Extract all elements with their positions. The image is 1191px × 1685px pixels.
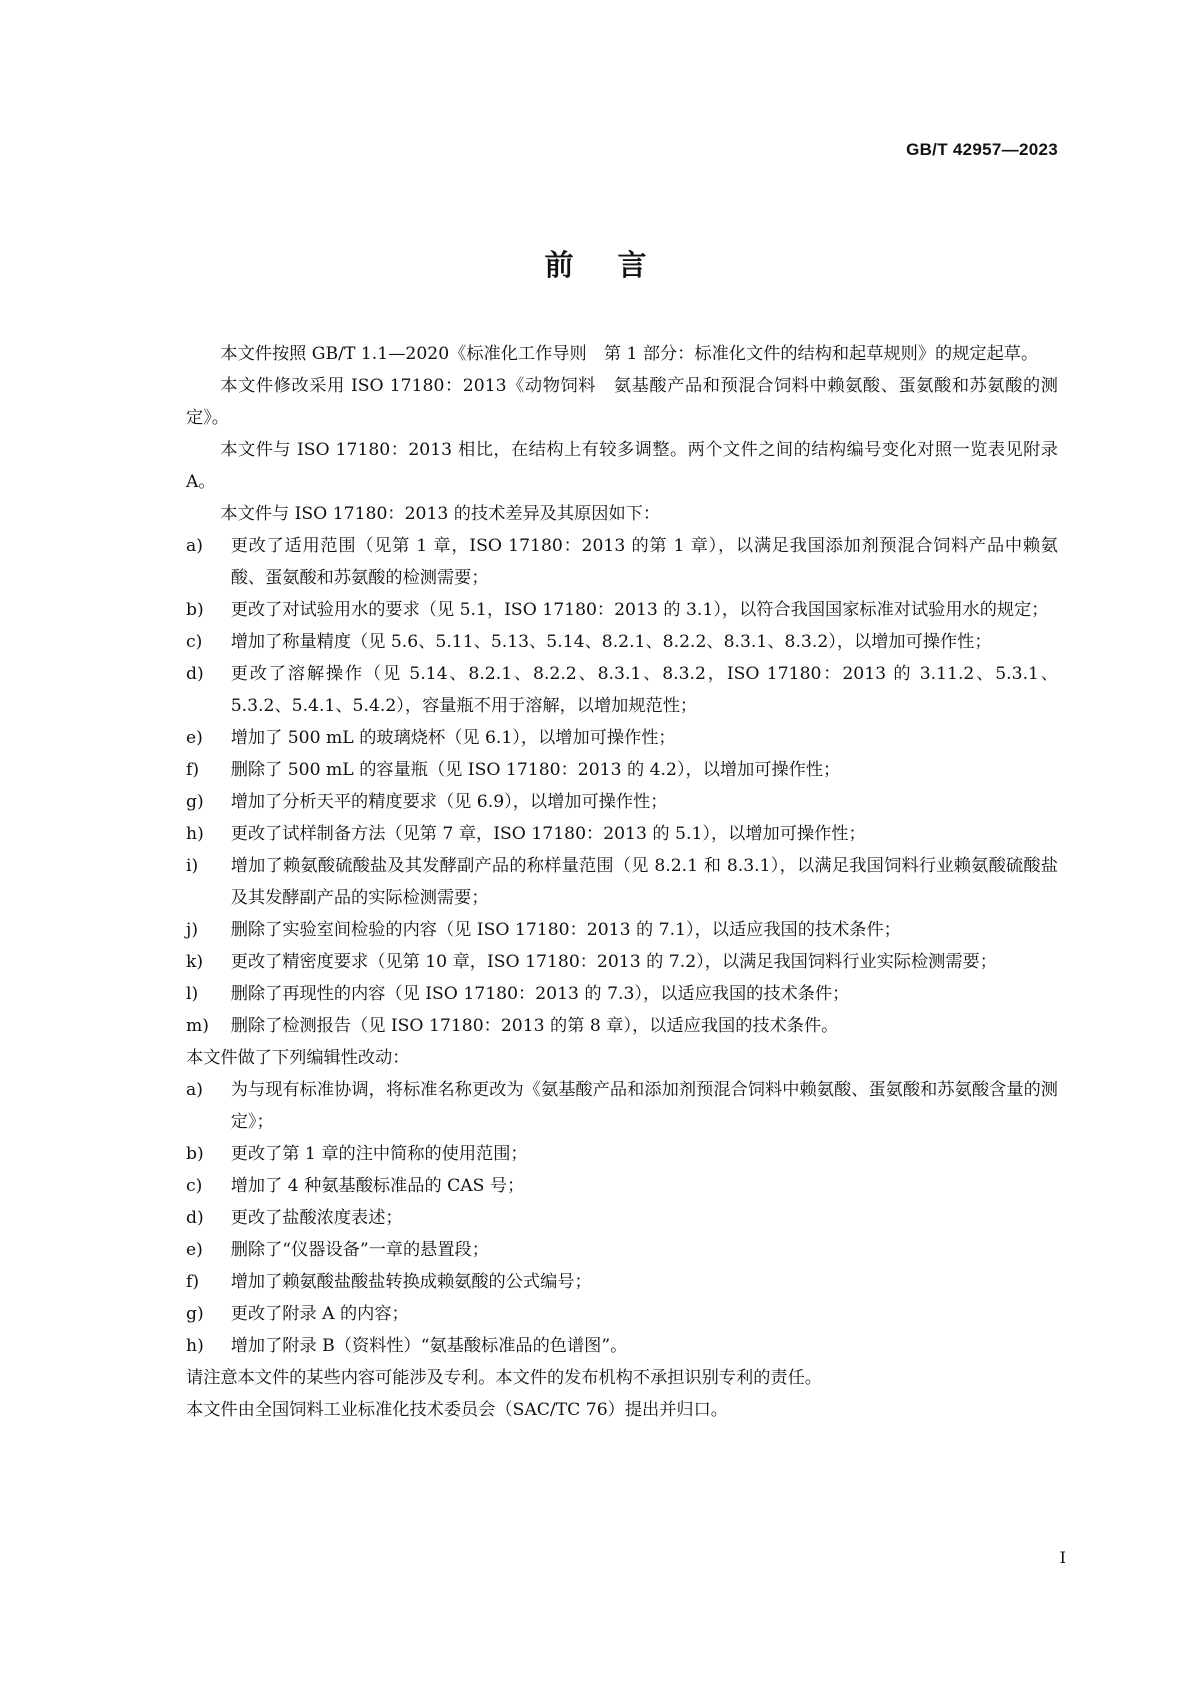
list-item — [186, 658, 1058, 722]
list-item-label: c) — [186, 632, 203, 652]
list-item-label: c) — [186, 1176, 203, 1196]
intro-paragraph: 本文件与 ISO 17180：2013 相比，在结构上有较多调整。两个文件之间的结构编号变化对照一览表见附录 A。 — [186, 440, 1058, 492]
list-item-text: 更改了第 1 章的注中简称的使用范围； — [230, 1144, 528, 1164]
list-item-label: d) — [186, 1208, 204, 1228]
list-item-text: 增加了称量精度（见 5.6、5.11、5.13、5.14、8.2.1、8.2.2、8.3.1、8.3.2），以增加可操作性； — [230, 632, 992, 652]
list-item — [186, 1138, 1058, 1170]
list-item-label: d) — [186, 664, 204, 684]
list-item-text: 删除了实验室间检验的内容（见 ISO 17180：2013 的 7.1），以适应我国的技术条件； — [230, 920, 901, 940]
list-item — [186, 946, 1058, 978]
list-item-label: g) — [186, 792, 204, 812]
list-item-text: 删除了检测报告（见 ISO 17180：2013 的第 8 章），以适应我国的技术条件。 — [230, 1016, 839, 1036]
list-item-text: 增加了分析天平的精度要求（见 6.9），以增加可操作性； — [230, 792, 668, 812]
list-item — [186, 1298, 1058, 1330]
list-item-label: a) — [186, 536, 203, 556]
list-item-text: 更改了适用范围（见第 1 章，ISO 17180：2013 的第 1 章），以满足我国添加剂预混合饲料产品中赖氨酸、蛋氨酸和苏氨酸的检测需要； — [230, 536, 1058, 588]
list-item — [186, 978, 1058, 1010]
list-item-label: f) — [186, 1272, 200, 1292]
list-item-label: k) — [186, 952, 204, 972]
intro-paragraph: 本文件按照 GB/T 1.1—2020《标准化工作导则 第 1 部分：标准化文件的结构和起草规则》的规定起草。 — [220, 344, 1039, 364]
list-item-text: 删除了 500 mL 的容量瓶（见 ISO 17180：2013 的 4.2），以增加可操作性； — [230, 760, 841, 780]
list-item-label: h) — [186, 824, 204, 844]
list-item-text: 增加了赖氨酸硫酸盐及其发酵副产品的称样量范围（见 8.2.1 和 8.3.1），以满足我国饲料行业赖氨酸硫酸盐及其发酵副产品的实际检测需要； — [230, 856, 1058, 908]
list-item-label: l) — [186, 984, 199, 1004]
list-item-label: b) — [186, 1144, 204, 1164]
list-item-text: 更改了对试验用水的要求（见 5.1，ISO 17180：2013 的 3.1），以符合我国国家标准对试验用水的规定； — [230, 600, 1049, 620]
list-item-text: 删除了“仪器设备”一章的悬置段； — [230, 1240, 489, 1260]
list-item-text: 更改了精密度要求（见第 10 章，ISO 17180：2013 的 7.2），以满足我国饲料行业实际检测需要； — [230, 952, 997, 972]
intro-paragraph: 本文件与 ISO 17180：2013 的技术差异及其原因如下： — [220, 504, 661, 524]
list-item-text: 增加了 500 mL 的玻璃烧杯（见 6.1），以增加可操作性； — [230, 728, 676, 748]
page-title: 前言 — [544, 248, 691, 282]
list-item — [186, 1074, 1058, 1138]
list-item — [186, 786, 1058, 818]
standard-code: GB/T 42957—2023 — [906, 140, 1058, 159]
list-item-label: a) — [186, 1080, 203, 1100]
list-item — [186, 722, 1058, 754]
list-item — [186, 1202, 1058, 1234]
list-item-label: m) — [186, 1016, 210, 1036]
list-item-text: 更改了溶解操作（见 5.14、8.2.1、8.2.2、8.3.1、8.3.2，ISO 17180：2013 的 3.11.2、5.3.1、5.3.2、5.4.1、5.4.2），容量瓶不用于溶解，以增加规范性； — [230, 664, 1058, 716]
list-item-text: 更改了附录 A 的内容； — [230, 1304, 409, 1324]
technical-differences-list — [186, 530, 1058, 1042]
list-item-text: 为与现有标准协调，将标准名称更改为《氨基酸产品和添加剂预混合饲料中赖氨酸、蛋氨酸和苏氨酸含量的测定》； — [230, 1080, 1058, 1132]
list-item — [186, 1266, 1058, 1298]
list-item — [186, 818, 1058, 850]
list-item — [186, 1170, 1058, 1202]
list-item — [186, 1234, 1058, 1266]
list-item — [186, 914, 1058, 946]
list-item — [186, 594, 1058, 626]
list-item — [186, 754, 1058, 786]
list-item — [186, 1330, 1058, 1362]
list-item-label: j) — [186, 920, 199, 940]
list-item-label: h) — [186, 1336, 204, 1356]
list-item-label: f) — [186, 760, 200, 780]
list-item-text: 更改了试样制备方法（见第 7 章，ISO 17180：2013 的 5.1），以增加可操作性； — [230, 824, 866, 844]
editorial-changes-list — [186, 1074, 1058, 1362]
page-number: I — [1059, 1548, 1066, 1567]
list-item — [186, 850, 1058, 914]
list-item-label: i) — [186, 856, 199, 876]
list-item-text: 增加了附录 B（资料性）“氨基酸标准品的色谱图”。 — [230, 1336, 628, 1356]
list-item-label: b) — [186, 600, 204, 620]
intro-paragraph: 本文件修改采用 ISO 17180：2013《动物饲料 氨基酸产品和预混合饲料中赖氨酸、蛋氨酸和苏氨酸的测定》。 — [186, 376, 1058, 428]
closing-paragraph: 本文件由全国饲料工业标准化技术委员会（SAC/TC 76）提出并归口。 — [186, 1400, 728, 1420]
list-item — [186, 530, 1058, 594]
list-item-text: 增加了 4 种氨基酸标准品的 CAS 号； — [230, 1176, 525, 1196]
document-body — [186, 338, 1058, 1426]
list-item-label: g) — [186, 1304, 204, 1324]
closing-paragraph: 请注意本文件的某些内容可能涉及专利。本文件的发布机构不承担识别专利的责任。 — [186, 1368, 822, 1388]
list-item-text: 更改了盐酸浓度表述； — [230, 1208, 403, 1228]
list-item-text: 增加了赖氨酸盐酸盐转换成赖氨酸的公式编号； — [230, 1272, 592, 1292]
list-item-label: e) — [186, 728, 203, 748]
list-item-text: 删除了再现性的内容（见 ISO 17180：2013 的 7.3），以适应我国的技术条件； — [230, 984, 850, 1004]
list-item-label: e) — [186, 1240, 203, 1260]
editorial-intro: 本文件做了下列编辑性改动： — [186, 1048, 410, 1068]
list-item — [186, 626, 1058, 658]
list-item — [186, 1010, 1058, 1042]
